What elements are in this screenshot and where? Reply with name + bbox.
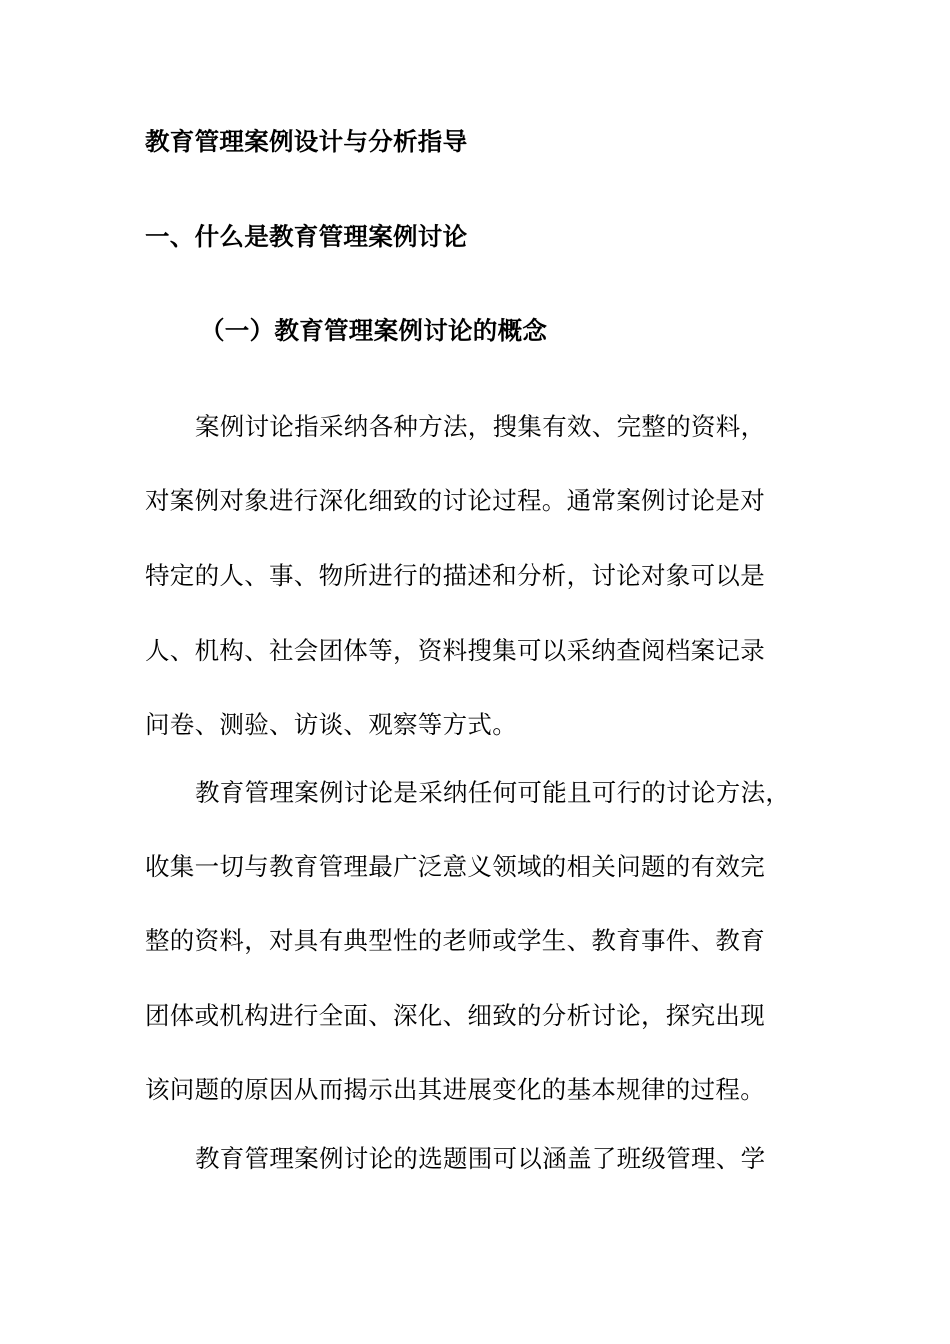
paragraph-line: 问卷、测验、访谈、观察等方式。 xyxy=(145,710,517,739)
paragraph-line: 特定的人、事、物所进行的描述和分析，讨论对象可以是 xyxy=(145,561,765,590)
paragraph-line: 人、机构、社会团体等，资料搜集可以采纳查阅档案记录 xyxy=(145,636,765,665)
section-heading: 一、什么是教育管理案例讨论 xyxy=(145,222,468,251)
document-title: 教育管理案例设计与分析指导 xyxy=(145,127,468,156)
paragraph-line: 收集一切与教育管理最广泛意义领域的相关问题的有效完 xyxy=(145,852,765,881)
paragraph-line: 团体或机构进行全面、深化、细致的分析讨论，探究出现 xyxy=(145,1001,765,1030)
paragraph-line: 对案例对象进行深化细致的讨论过程。通常案例讨论是对 xyxy=(145,486,765,515)
paragraph-line: 案例讨论指采纳各种方法，搜集有效、完整的资料， xyxy=(195,412,766,441)
paragraph-line: 教育管理案例讨论的选题围可以涵盖了班级管理、学 xyxy=(195,1144,766,1173)
paragraph-line: 教育管理案例讨论是采纳任何可能且可行的讨论方法， xyxy=(195,778,791,807)
subsection-heading: （一）教育管理案例讨论的概念 xyxy=(200,316,548,345)
paragraph-line: 整的资料，对具有典型性的老师或学生、教育事件、教育 xyxy=(145,926,765,955)
paragraph-line: 该问题的原因从而揭示出其进展变化的基本规律的过程。 xyxy=(145,1075,765,1104)
